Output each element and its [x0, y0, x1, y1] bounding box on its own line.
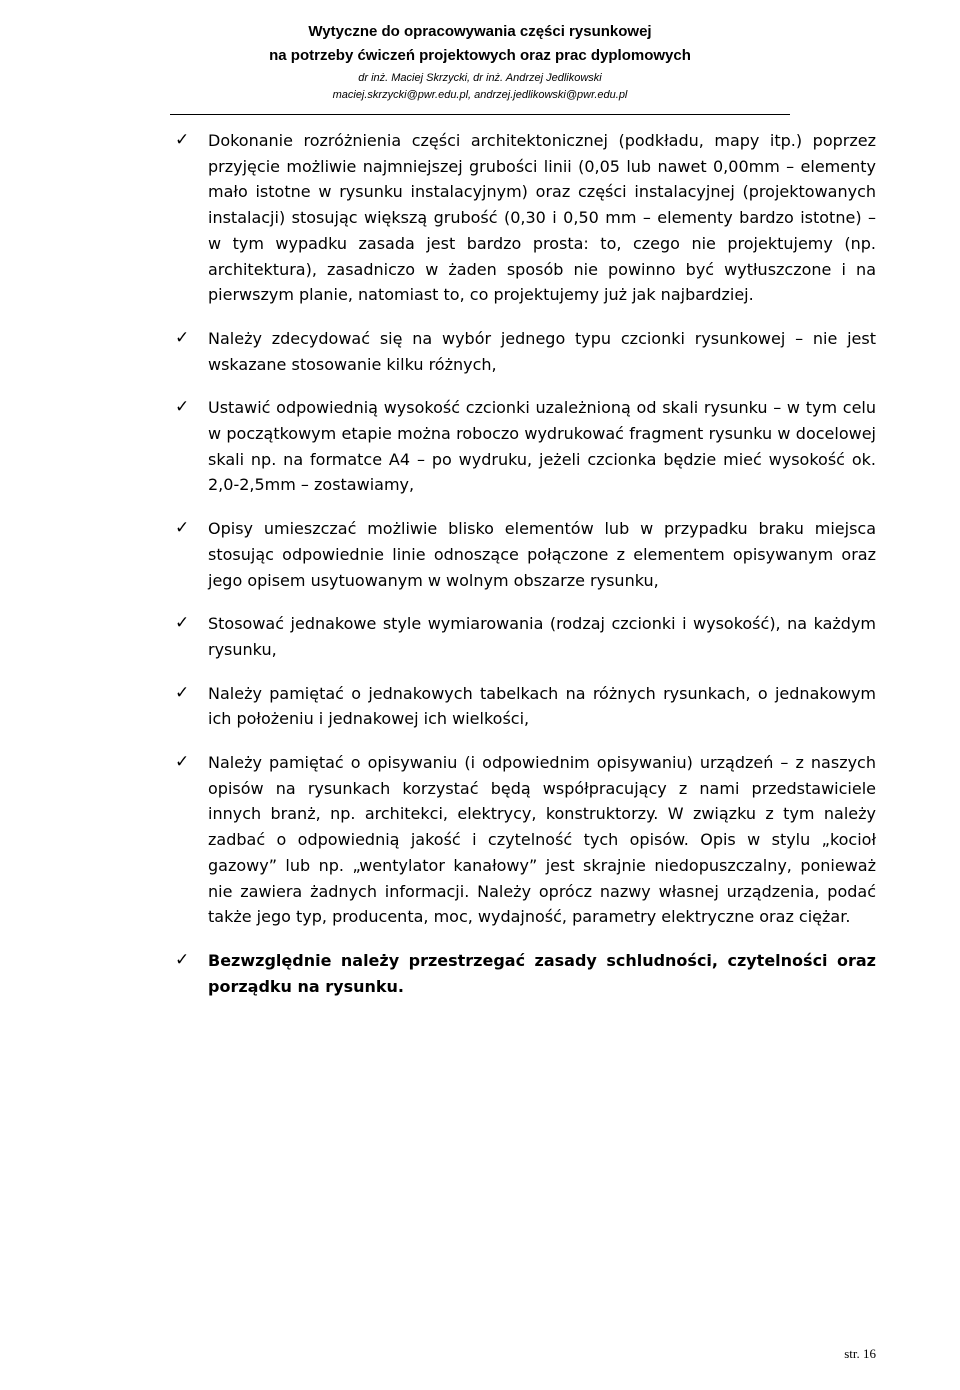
- check-icon: ✓: [175, 397, 190, 418]
- check-icon: ✓: [175, 613, 190, 634]
- guidelines-list: [175, 128, 876, 1017]
- check-icon: ✓: [175, 752, 190, 773]
- list-item: [175, 750, 876, 930]
- author-emails: maciej.skrzycki@pwr.edu.pl, andrzej.jedlikowski@pwr.edu.pl: [332, 89, 628, 101]
- list-item-text-emphasis: Bezwzględnie należy przestrzegać zasady schludności, czytelności oraz porządku na rysunku.: [208, 950, 876, 996]
- list-item: [175, 128, 876, 308]
- list-item-text: Stosować jednakowe style wymiarowania (rodzaj czcionki i wysokość), na każdym rysunku,: [208, 614, 876, 659]
- list-item-text: Należy pamiętać o opisywaniu (i odpowiednim opisywaniu) urządzeń – z naszych opisów na rysunkach korzystać będą współpracujący z nami przedstawiciele innych branż, np. architekci, elektrycy, konstruktorzy. W związku z tym należy zadbać o odpowiednią jakość i czytelność tych opisów. Opis w stylu „kocioł gazowy” lub np. „wentylator kanałowy” jest skrajnie niedopuszczalny, ponieważ nie zawiera żadnych informacji. Należy oprócz nazwy własnej urządzenia, podać także jego typ, producenta, moc, wydajność, parametry elektryczne oraz ciężar.: [208, 753, 876, 927]
- list-item-text: Opisy umieszczać możliwie blisko elementów lub w przypadku braku miejsca stosując odpowiednie linie odnoszące połączone z elementem opisywanym oraz jego opisem usytuowanym w wolnym obszarze rysunku,: [208, 519, 876, 590]
- header-divider: [170, 114, 790, 115]
- document-title-line1: Wytyczne do opracowywania części rysunkowej: [308, 23, 652, 40]
- list-item: [175, 948, 876, 999]
- check-icon: ✓: [175, 327, 190, 348]
- list-item: [175, 516, 876, 593]
- list-item-text: Należy zdecydować się na wybór jednego typu czcionki rysunkowej – nie jest wskazane stosowanie kilku różnych,: [208, 328, 876, 374]
- page-number: str. 16: [844, 1346, 876, 1361]
- page-header: [0, 20, 960, 104]
- list-item-text: Należy pamiętać o jednakowych tabelkach na różnych rysunkach, o jednakowym ich położeniu i jednakowej ich wielkości,: [208, 683, 876, 729]
- authors: dr inż. Maciej Skrzycki, dr inż. Andrzej Jedlikowski: [358, 72, 602, 84]
- check-icon: ✓: [175, 949, 190, 970]
- list-item-text: Dokonanie rozróżnienia części architektonicznej (podkładu, mapy itp.) poprzez przyjęcie możliwie najmniejszej grubości linii (0,05 lub nawet 0,00mm – elementy mało istotne w rysunku instalacyjnym) oraz części instalacyjnej (projektowanych instalacji) stosując większą grubość (0,30 i 0,50 mm – elementy bardzo istotne) – w tym wypadku zasada jest bardzo prosta: to, czego nie projektujemy (np. architektura), zasadniczo w żaden sposób nie powinno być wytłuszczone i na pierwszym planie, natomiast to, co projektujemy już jak najbardziej.: [208, 131, 876, 305]
- list-item: [175, 681, 876, 732]
- check-icon: ✓: [175, 682, 190, 703]
- list-item: [175, 611, 876, 662]
- document-title-line2: na potrzeby ćwiczeń projektowych oraz prac dyplomowych: [269, 47, 691, 64]
- check-icon: ✓: [175, 130, 190, 150]
- check-icon: ✓: [175, 518, 190, 539]
- list-item: [175, 395, 876, 498]
- list-item: [175, 326, 876, 377]
- list-item-text: Ustawić odpowiednią wysokość czcionki uzależnioną od skali rysunku – w tym celu w początkowym etapie można roboczo wydrukować fragment rysunku w docelowej skali np. na formatce A4 – po wydruku, jeżeli czcionka będzie mieć wysokość ok. 2,0-2,5mm – zostawiamy,: [208, 398, 876, 495]
